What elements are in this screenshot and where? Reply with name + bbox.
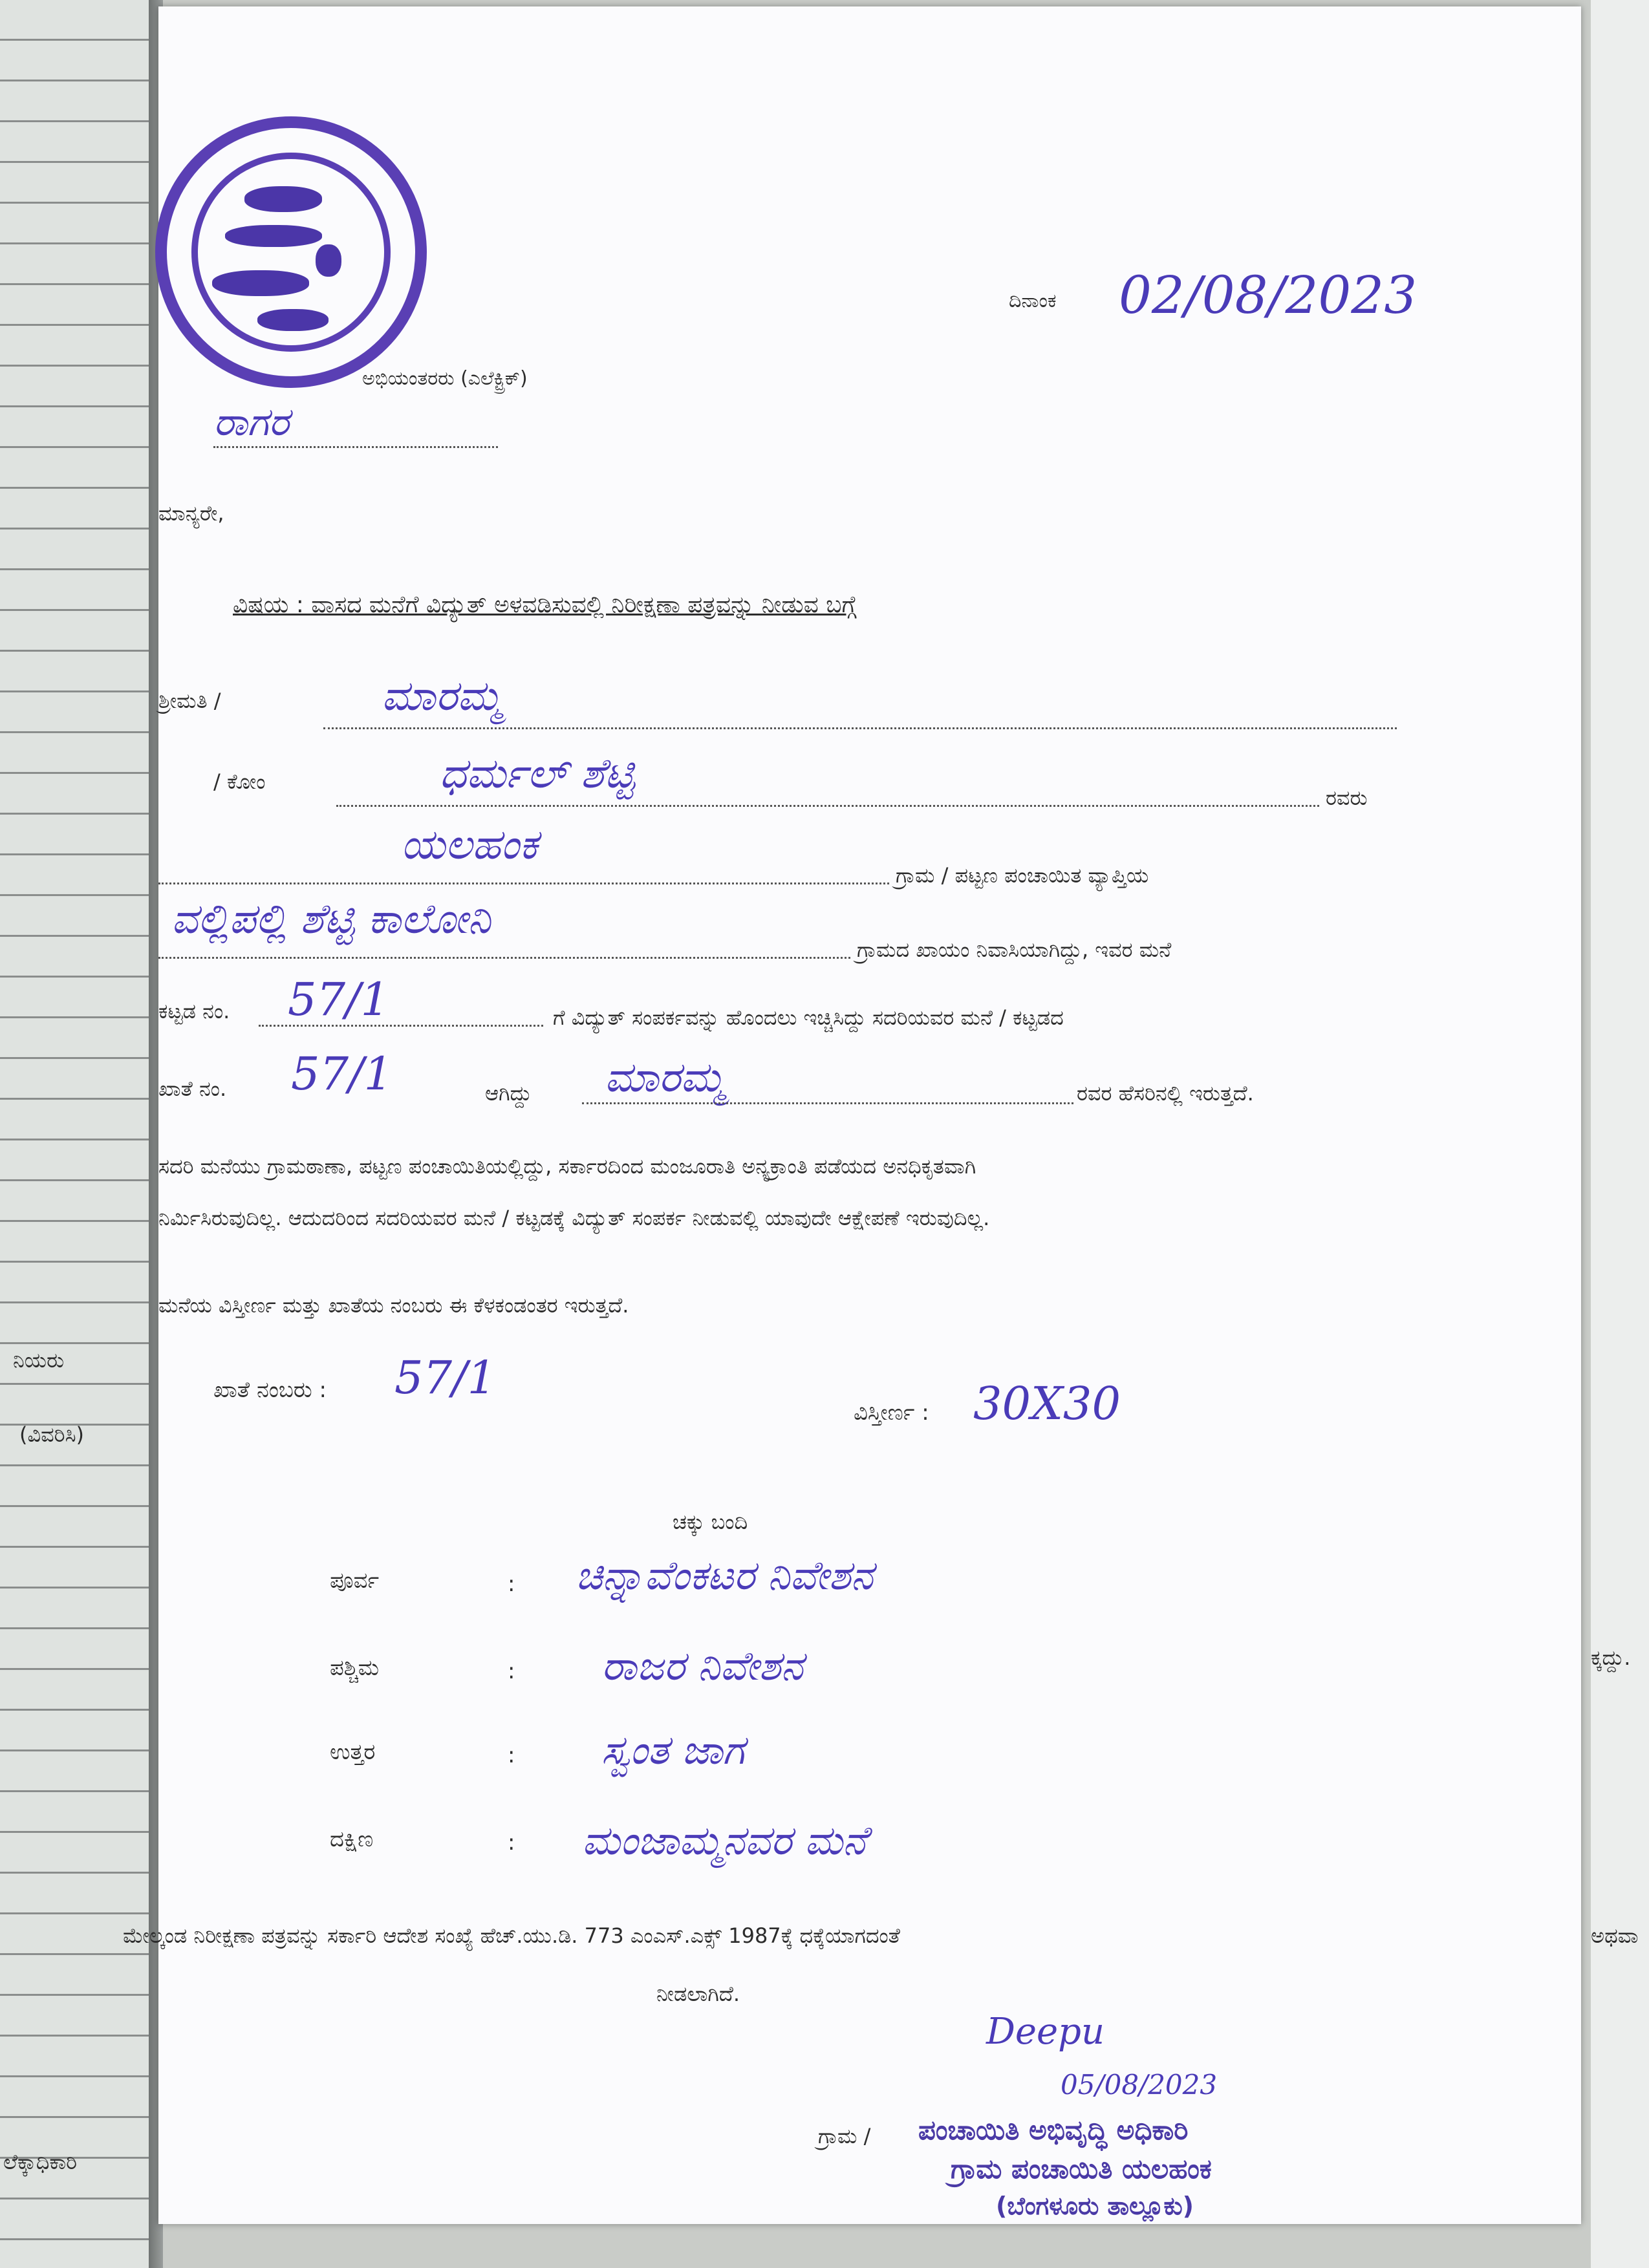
area-value: 30X30 <box>973 1377 1121 1430</box>
khata-number: 57/1 <box>291 1047 393 1100</box>
name-value: ಮಾರಮ್ಮ <box>382 672 502 720</box>
khata-owner: ಮಾರಮ್ಮ <box>605 1054 726 1102</box>
boundary-value-east: ಚಿನ್ನಾವೆಂಕಟರ ನಿವೇಶನ <box>576 1552 874 1599</box>
office-seal <box>155 116 427 388</box>
designation-stamp-line: (ಬೆಂಗಳೂರು ತಾಲ್ಲೂಕು) <box>996 2192 1194 2220</box>
date-label: ದಿನಾಂಕ <box>1009 290 1057 312</box>
boundary-value-south: ಮಂಜಾಮ್ಮನವರ ಮನೆ <box>582 1817 867 1864</box>
place-underline <box>213 446 498 448</box>
building-line <box>259 1025 543 1027</box>
khata-line <box>582 1102 1073 1104</box>
name-prefix: ಶ್ರೀಮತಿ / <box>158 689 221 713</box>
left-margin-label: ನಿಯರು <box>13 1348 65 1373</box>
boundary-separator: : <box>508 1658 515 1684</box>
panchayat-text: ಗ್ರಾಮ / ಪಟ್ಟಣ ಪಂಚಾಯಿತ ವ್ಯಾಪ್ತಿಯ <box>896 863 1149 888</box>
closing-line: ಮೇಲ್ಕಂಡ ನಿರೀಕ್ಷಣಾ ಪತ್ರವನ್ನು ಸರ್ಕಾರಿ ಆದೇಶ ಸಂಖ್ಯೆ ಹೆಚ್.ಯು.ಡಿ. 773 ಎಂಎಸ್.ಎಕ್ಸ್ 1987ಕ್ಕೆ ಧಕ್ಕೆಯಾಗದಂತೆ <box>123 1923 900 1948</box>
relation-label: / ಕೋಂ <box>213 769 266 794</box>
village-line <box>158 957 850 959</box>
right-margin-label: ಕ್ಕದ್ದು. <box>1591 1645 1631 1670</box>
designation-stamp-line: ಪಂಚಾಯಿತಿ ಅಭಿವೃದ್ಧಿ ಅಧಿಕಾರಿ <box>918 2114 1189 2146</box>
name-line <box>323 727 1397 729</box>
khata-number-label: ಖಾತೆ ನಂಬರು : <box>213 1377 327 1403</box>
boundary-separator: : <box>508 1742 515 1768</box>
building-text: ಗೆ ವಿದ್ಯುತ್ ಸಂಪರ್ಕವನ್ನು ಹೊಂದಲು ಇಚ್ಚಿಸಿದ್ದು ಸದರಿಯವರ ಮನೆ / ಕಟ್ಟಡದ <box>553 1005 1064 1030</box>
left-margin-label: ಲೆಕ್ಕಾಧಿಕಾರಿ <box>3 2150 78 2174</box>
subject-line: ವಿಷಯ : ವಾಸದ ಮನೆಗೆ ವಿದ್ಯುತ್ ಅಳವಡಿಸುವಲ್ಲಿ ನಿರೀಕ್ಷಣಾ ಪತ್ರವನ್ನು ನೀಡುವ ಬಗ್ಗೆ <box>233 592 857 618</box>
building-label: ಕಟ್ಟಡ ನಂ. <box>158 999 230 1023</box>
relation-suffix: ರವರು <box>1326 786 1368 810</box>
relation-line <box>336 805 1319 807</box>
village-text: ಗ್ರಾಮದ ಖಾಯಂ ನಿವಾಸಿಯಾಗಿದ್ದು, ಇವರ ಮನೆ <box>857 937 1172 962</box>
officer-signature: Deepu <box>986 2011 1105 2053</box>
addressee-place: ರಾಗರ <box>213 400 290 445</box>
panchayat-value: ಯಲಹಂಕ <box>401 821 538 869</box>
khata-number-value: 57/1 <box>394 1351 497 1404</box>
boundary-separator: : <box>508 1571 515 1597</box>
village-value: ವಲ್ಲಿಪಲ್ಲಿ ಶೆಟ್ಟಿ ಕಾಲೋನಿ <box>171 895 491 943</box>
panchayat-line <box>158 883 889 884</box>
signature-date: 05/08/2023 <box>1061 2069 1218 2101</box>
date-value: 02/08/2023 <box>1119 265 1417 325</box>
body-line: ಮನೆಯ ವಿಸ್ತೀರ್ಣ ಮತ್ತು ಖಾತೆಯ ನಂಬರು ಈ ಕೆಳಕಂಡಂತರ ಇರುತ್ತದೆ. <box>158 1293 629 1318</box>
boundaries-title: ಚಕ್ಕು ಬಂದಿ <box>673 1510 748 1534</box>
khata-mid: ಆಗಿದ್ದು <box>485 1081 532 1106</box>
body-line: ಸದರಿ ಮನೆಯು ಗ್ರಾಮಠಾಣಾ, ಪಟ್ಟಣ ಪಂಚಾಯಿತಿಯಲ್ಲಿದ್ದು, ಸರ್ಕಾರದಿಂದ ಮಂಜೂರಾತಿ ಅನ್ಯಕ್ರಾಂತಿ ಪಡೆಯದ ಅನಧಿಕೃತವಾಗಿ <box>158 1154 976 1179</box>
area-label: ವಿಸ್ತೀರ್ಣ : <box>854 1400 929 1426</box>
addressee-engineer: ಅಭಿಯಂತರರು (ಎಲೆಕ್ಟ್ರಿಕ್) <box>362 367 528 390</box>
boundary-label-north: ಉತ್ತರ <box>330 1739 376 1765</box>
khata-text: ರವರ ಹೆಸರಿನಲ್ಲಿ ಇರುತ್ತದೆ. <box>1077 1081 1254 1106</box>
left-margin-label: (ವಿವರಿಸಿ) <box>19 1422 85 1447</box>
village-role-label: ಗ್ರಾಮ / <box>818 2124 871 2148</box>
boundary-label-east: ಪೂರ್ವ <box>330 1568 380 1594</box>
body-line: ನಿರ್ಮಿಸಿರುವುದಿಲ್ಲ. ಆದುದರಿಂದ ಸದರಿಯವರ ಮನೆ / ಕಟ್ಟಡಕ್ಕೆ ವಿದ್ಯುತ್ ಸಂಪರ್ಕ ನೀಡುವಲ್ಲಿ ಯಾವುದೇ ಆಕ್ಷೇಪಣೆ ಇರುವುದಿಲ್ಲ. <box>158 1206 990 1230</box>
closing-line: ನೀಡಲಾಗಿದೆ. <box>656 1982 740 2006</box>
khata-label: ಖಾತೆ ನಂ. <box>158 1076 227 1101</box>
designation-stamp-line: ಗ್ರಾಮ ಪಂಚಾಯಿತಿ ಯಲಹಂಕ <box>951 2153 1212 2185</box>
right-margin-label: ಅಥವಾ <box>1591 1923 1639 1948</box>
salutation: ಮಾನ್ಯರೇ, <box>158 501 224 526</box>
boundary-label-west: ಪಶ್ಚಿಮ <box>330 1655 380 1681</box>
boundary-label-south: ದಕ್ಷಿಣ <box>330 1826 374 1852</box>
boundary-separator: : <box>508 1830 515 1856</box>
building-number: 57/1 <box>288 973 390 1026</box>
relation-value: ಧರ್ಮಲ್ ಶೆಟ್ಟಿ <box>440 750 635 798</box>
boundary-value-west: ರಾಜರ ನಿವೇಶನ <box>601 1642 803 1689</box>
boundary-value-north: ಸ್ವಂತ ಜಾಗ <box>601 1726 745 1773</box>
